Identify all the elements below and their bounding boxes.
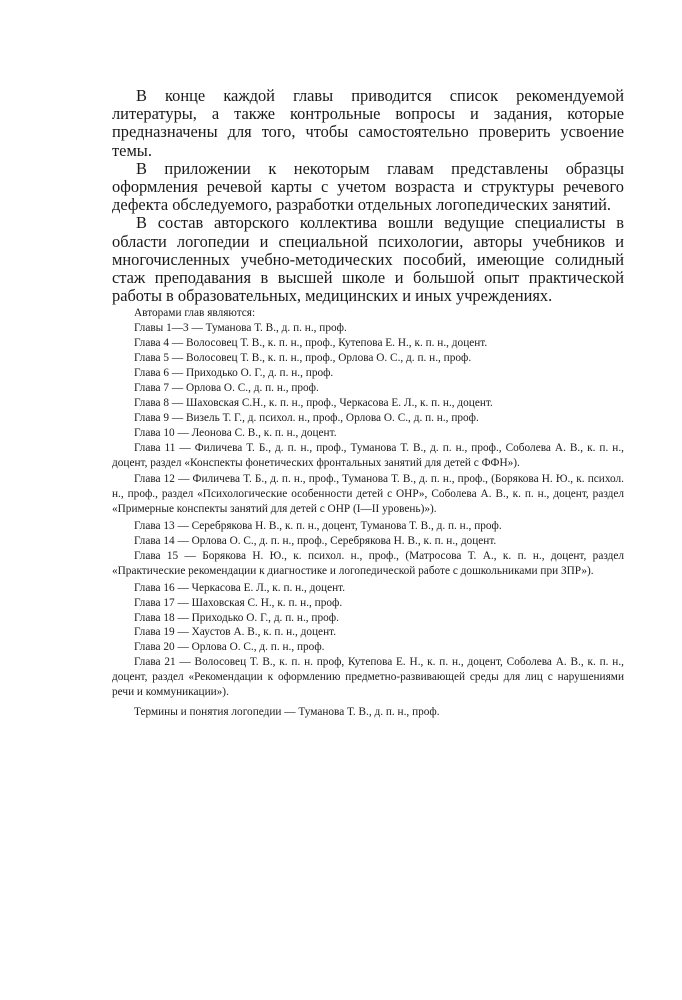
chapter-author-line: Глава 8 — Шаховская С.Н., к. п. н., проф., Черкасова Е. Л., к. п. н., доцент. [134,396,493,409]
intro-paragraph-1: В конце каждой главы приводится список рекомендуемой литературы, а также контрольные вопросы и задания, которые предназначены для того, чтобы самостоятельно проверить усвоение темы. [112,86,624,160]
chapter-author-line: Глава 17 — Шаховская С. Н., к. п. н., проф. [134,596,343,609]
terms-author-line: Термины и понятия логопедии — Туманова Т. В., д. п. н., проф. [134,706,440,718]
chapter-author-line: Глава 20 — Орлова О. С., д. п. н., проф. [134,641,325,654]
chapter-author-line: Глава 10 — Леонова С. В., к. п. н., доцент. [134,426,337,439]
chapter-author-line: Глава 11 — Филичева Т. Б., д. п. н., проф., Туманова Т. В., д. п. н., проф., Соболева А. В., к. п. н., доцент, раздел «Конспекты фонетических фронтальных занятий для детей с ФФН»). [112,441,624,469]
chapter-author-line: Глава 9 — Визель Т. Г., д. психол. н., проф., Орлова О. С., д. п. н., проф. [134,411,479,424]
authors-heading: Авторами глав являются: [134,307,256,320]
chapter-author-line: Глава 7 — Орлова О. С., д. п. н., проф. [134,381,319,394]
chapter-author-line: Глава 21 — Волосовец Т. В., к. п. н. проф, Кутепова Е. Н., к. п. н., доцент, Соболева А. В., к. п. н., доцент, раздел «Рекомендации к оформлению предметно-развивающей среды для лиц с нарушениями речи и коммуникации»). [112,656,624,699]
chapter-author-line: Глава 13 — Серебрякова Н. В., к. п. н., доцент, Туманова Т. В., д. п. н., проф. [134,520,502,533]
intro-section [112,87,624,305]
chapter-author-line: Глава 12 — Филичева Т. Б., д. п. н., проф., Туманова Т. В., д. п. н., проф., (Борякова Н. Ю., к. психол. н., проф., раздел «Психологические особенности детей с ОНР», Соболева А. В., к. п. н., доцент, раздел «Примерные конспекты занятий для детей с ОНР (I—II уровень)»). [112,473,624,516]
chapter-author-line: Главы 1—3 — Туманова Т. В., д. п. н., проф. [134,322,347,335]
intro-paragraph-2: В приложении к некоторым главам представлены образцы оформления речевой карты с учетом возраста и структуры речевого дефекта обследуемого, разработки отдельных логопедических занятий. [112,158,624,215]
book-page [112,87,624,720]
chapter-author-line: Глава 14 — Орлова О. С., д. п. н., проф., Серебрякова Н. В., к. п. н., доцент. [134,535,497,548]
chapter-author-line: Глава 18 — Приходько О. Г., д. п. н., проф. [134,611,339,624]
chapter-author-line: Глава 15 — Борякова Н. Ю., к. психол. н., проф., (Матросова Т. А., к. п. н., доцент, раздел «Практические рекомендации к диагностике и логопедической работе с дошкольниками при ЗПР»). [112,549,624,577]
authors-list [112,306,624,719]
intro-paragraph-3: В состав авторского коллектива вошли ведущие специалисты в области логопедии и специальной психологии, авторы учебников и многочисленных учебно-методических пособий, имеющие солидный стаж преподавания в высшей школе и большой опыт практической работы в образовательных, медицинских и иных учреждениях. [112,213,624,306]
chapter-author-line: Глава 4 — Волосовец Т. В., к. п. н., проф., Кутепова Е. Н., к. п. н., доцент. [134,337,488,350]
chapter-author-line: Глава 19 — Хаустов А. В., к. п. н., доцент. [134,626,337,639]
chapter-author-line: Глава 6 — Приходько О. Г., д. п. н., проф. [134,367,334,380]
chapter-author-line: Глава 5 — Волосовец Т. В., к. п. н., проф., Орлова О. С., д. п. н., проф. [134,352,472,365]
chapter-author-line: Глава 16 — Черкасова Е. Л., к. п. н., доцент. [134,581,346,594]
